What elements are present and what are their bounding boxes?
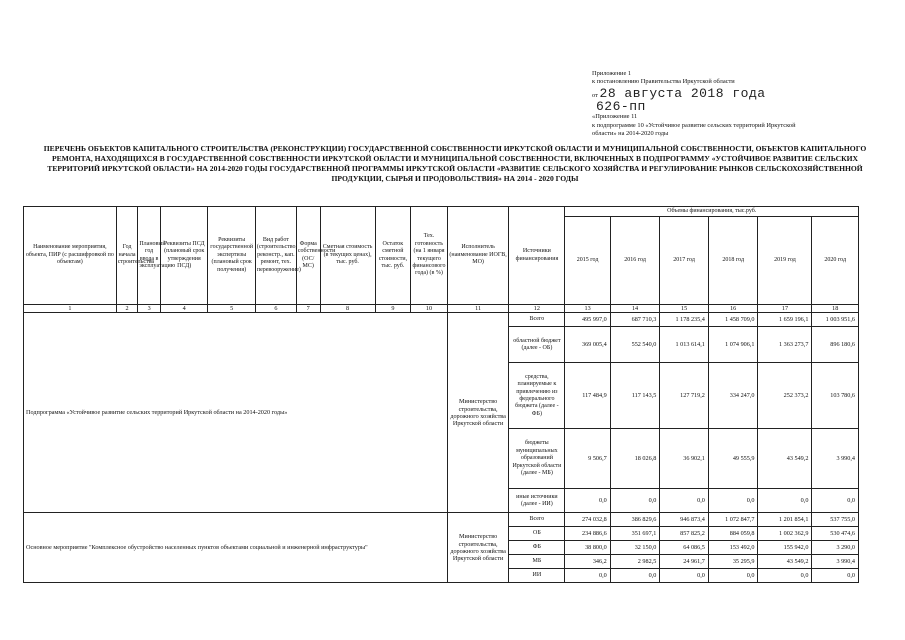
header-funding-group: Объемы финансирования, тыс.руб. <box>565 207 859 217</box>
value-cell: 386 829,6 <box>610 513 660 527</box>
header-work-type: Вид работ (строительство, реконстр., кап. ремонт, тех. перевооружение) <box>255 207 296 305</box>
header-year: 2019 год <box>758 217 812 305</box>
header-commission-year: Плановый год ввода в эксплуатацию <box>138 207 161 305</box>
value-cell: 857 825,2 <box>660 527 709 541</box>
header-estimated-cost: Сметная стоимость (в текущих ценах), тыс. руб. <box>320 207 375 305</box>
value-cell: 346,2 <box>565 555 610 569</box>
funding-source: МБ <box>509 555 565 569</box>
value-cell: 1 074 906,1 <box>708 327 758 363</box>
funding-source: ИИ <box>509 569 565 583</box>
column-number: 17 <box>758 305 812 313</box>
value-cell: 1 659 196,1 <box>758 313 812 327</box>
header-psd: Реквизиты ПСД (плановый срок утверждения ПСД) <box>160 207 207 305</box>
annex-line-3: «Приложение 11 <box>592 113 638 121</box>
header-start-year: Год начала строительства <box>116 207 138 305</box>
column-number: 16 <box>708 305 758 313</box>
header-ownership: Форма собственности (ОС/МС) <box>296 207 320 305</box>
funding-source: Всего <box>509 313 565 327</box>
value-cell: 103 780,6 <box>812 363 859 429</box>
table-row <box>24 313 859 327</box>
value-cell: 2 982,5 <box>610 555 660 569</box>
funding-source: областной бюджет (далее - ОБ) <box>509 327 565 363</box>
value-cell: 0,0 <box>660 489 709 513</box>
column-number: 14 <box>610 305 660 313</box>
value-cell: 0,0 <box>660 569 709 583</box>
value-cell: 3 990,4 <box>812 429 859 489</box>
value-cell: 1 178 235,4 <box>660 313 709 327</box>
value-cell: 18 026,8 <box>610 429 660 489</box>
value-cell: 884 059,8 <box>708 527 758 541</box>
funding-source: иные источники (далее - ИИ) <box>509 489 565 513</box>
value-cell: 1 363 273,7 <box>758 327 812 363</box>
value-cell: 0,0 <box>758 569 812 583</box>
column-number: 15 <box>660 305 709 313</box>
value-cell: 117 143,5 <box>610 363 660 429</box>
value-cell: 9 506,7 <box>565 429 610 489</box>
annex-line-1: Приложение 1 <box>592 70 632 77</box>
column-number: 9 <box>375 305 411 313</box>
column-number: 5 <box>208 305 255 313</box>
value-cell: 1 201 854,1 <box>758 513 812 527</box>
funding-table <box>23 206 859 583</box>
column-number-row <box>24 305 859 313</box>
column-number: 1 <box>24 305 117 313</box>
column-number: 8 <box>320 305 375 313</box>
value-cell: 274 032,8 <box>565 513 610 527</box>
executor-cell: Министерство строительства, дорожного хозяйства Иркутской области <box>447 313 508 513</box>
value-cell: 24 961,7 <box>660 555 709 569</box>
value-cell: 0,0 <box>758 489 812 513</box>
annex-block <box>592 70 892 138</box>
annex-date-stamp: 28 августа 2018 года <box>599 85 766 101</box>
value-cell: 36 902,1 <box>660 429 709 489</box>
table-row <box>24 513 859 527</box>
column-number: 18 <box>812 305 859 313</box>
funding-source: ОБ <box>509 527 565 541</box>
main-activity-name: Основное мероприятие "Комплексное обустройство населенных пунктов объектами социальной и инженерной инфраструктуры" <box>24 513 448 583</box>
value-cell: 530 474,6 <box>812 527 859 541</box>
value-cell: 552 540,0 <box>610 327 660 363</box>
header-readiness: Тех. готовность (на 1 января текущего финансового года) (в %) <box>411 207 448 305</box>
value-cell: 369 005,4 <box>565 327 610 363</box>
table-header <box>24 207 859 305</box>
value-cell: 1 072 847,7 <box>708 513 758 527</box>
value-cell: 117 484,9 <box>565 363 610 429</box>
annex-number-stamp: 626-пп <box>596 99 646 115</box>
column-number: 3 <box>138 305 161 313</box>
header-remaining-cost: Остаток сметной стоимости, тыс. руб. <box>375 207 411 305</box>
header-executor: Исполнитель (наименование ИОГВ, МО) <box>447 207 508 305</box>
annex-line-5: области» на 2014-2020 годы <box>592 130 669 138</box>
value-cell: 49 555,9 <box>708 429 758 489</box>
column-number: 7 <box>296 305 320 313</box>
column-number: 4 <box>160 305 207 313</box>
value-cell: 1 003 951,6 <box>812 313 859 327</box>
header-year: 2016 год <box>610 217 660 305</box>
funding-source: средства, планируемые к привлечению из федерального бюджета (далее - ФБ) <box>509 363 565 429</box>
value-cell: 896 180,6 <box>812 327 859 363</box>
column-number: 6 <box>255 305 296 313</box>
value-cell: 334 247,0 <box>708 363 758 429</box>
header-year: 2020 год <box>812 217 859 305</box>
value-cell: 234 886,6 <box>565 527 610 541</box>
value-cell: 0,0 <box>812 569 859 583</box>
value-cell: 32 150,0 <box>610 541 660 555</box>
value-cell: 0,0 <box>708 489 758 513</box>
value-cell: 3 990,4 <box>812 555 859 569</box>
value-cell: 38 800,0 <box>565 541 610 555</box>
annex-date-prefix: от <box>592 91 598 99</box>
value-cell: 155 942,0 <box>758 541 812 555</box>
header-year: 2018 год <box>708 217 758 305</box>
header-funding-sources: Источники финансирования <box>509 207 565 305</box>
value-cell: 1 002 362,9 <box>758 527 812 541</box>
value-cell: 64 086,5 <box>660 541 709 555</box>
executor-cell: Министерство строительства, дорожного хозяйства Иркутской области <box>447 513 508 583</box>
value-cell: 35 295,9 <box>708 555 758 569</box>
funding-source: ФБ <box>509 541 565 555</box>
value-cell: 0,0 <box>565 489 610 513</box>
annex-line-2: к постановлению Правительства Иркутской области <box>592 78 735 86</box>
annex-date-row <box>592 87 892 100</box>
header-year: 2017 год <box>660 217 709 305</box>
value-cell: 3 290,0 <box>812 541 859 555</box>
document-title: ПЕРЕЧЕНЬ ОБЪЕКТОВ КАПИТАЛЬНОГО СТРОИТЕЛЬСТВА (РЕКОНСТРУКЦИИ) ГОСУДАРСТВЕННОЙ СОБСТВЕННОСТИ ИРКУТСКОЙ ОБЛАСТИ И МУНИЦИПАЛЬНОЙ СОБСТВЕННОСТИ, ОБЪЕКТОВ КАПИТАЛЬНОГО РЕМОНТА, НАХОДЯЩИХСЯ В ГОСУДАРСТВЕННОЙ СОБСТВЕННОСТИ ИРКУТСКОЙ ОБЛАСТИ И МУНИЦИПАЛЬНОЙ СОБСТВЕННОСТИ, ВКЛЮЧЕННЫХ В ПОДПРОГРАММУ «УСТОЙЧИВОЕ РАЗВИТИЕ СЕЛЬСКИХ ТЕРРИТОРИЙ ИРКУТСКОЙ ОБЛАСТИ» НА 2014-2020 ГОДЫ ГОСУДАРСТВЕННОЙ ПРОГРАММЫ ИРКУТСКОЙ ОБЛАСТИ «РАЗВИТИЕ СЕЛЬСКОГО ХОЗЯЙСТВА И РЕГУЛИРОВАНИЕ РЫНКОВ СЕЛЬСКОХОЗЯЙСТВЕННОЙ ПРОДУКЦИИ, СЫРЬЯ И ПРОДОВОЛЬСТВИЯ» НА 2014 - 2020 ГОДЫ <box>43 144 867 183</box>
value-cell: 0,0 <box>610 489 660 513</box>
column-number: 2 <box>116 305 138 313</box>
value-cell: 43 549,2 <box>758 429 812 489</box>
value-cell: 127 719,2 <box>660 363 709 429</box>
header-year: 2015 год <box>565 217 610 305</box>
value-cell: 252 373,2 <box>758 363 812 429</box>
value-cell: 495 997,0 <box>565 313 610 327</box>
value-cell: 537 755,0 <box>812 513 859 527</box>
header-expertise: Реквизиты государственной экспертизы (плановый срок получения) <box>208 207 255 305</box>
column-number: 11 <box>447 305 508 313</box>
value-cell: 351 697,1 <box>610 527 660 541</box>
value-cell: 1 458 709,0 <box>708 313 758 327</box>
value-cell: 946 873,4 <box>660 513 709 527</box>
value-cell: 1 013 614,1 <box>660 327 709 363</box>
value-cell: 43 549,2 <box>758 555 812 569</box>
value-cell: 153 492,0 <box>708 541 758 555</box>
value-cell: 0,0 <box>610 569 660 583</box>
header-name: Наименование мероприятия, объекта, ПИР (с расшифровкой по объектам) <box>24 207 117 305</box>
subprogram-name: Подпрограмма «Устойчивое развитие сельских территорий Иркутской области на 2014-2020 годы» <box>24 313 448 513</box>
value-cell: 687 710,3 <box>610 313 660 327</box>
funding-source: Всего <box>509 513 565 527</box>
value-cell: 0,0 <box>708 569 758 583</box>
funding-source: бюджеты муниципальных образований Иркутской области (далее - МБ) <box>509 429 565 489</box>
column-number: 13 <box>565 305 610 313</box>
value-cell: 0,0 <box>812 489 859 513</box>
column-number: 12 <box>509 305 565 313</box>
value-cell: 0,0 <box>565 569 610 583</box>
annex-line-4: к подпрограмме 10 «Устойчивое развитие сельских территорий Иркутской <box>592 121 796 129</box>
column-number: 10 <box>411 305 448 313</box>
